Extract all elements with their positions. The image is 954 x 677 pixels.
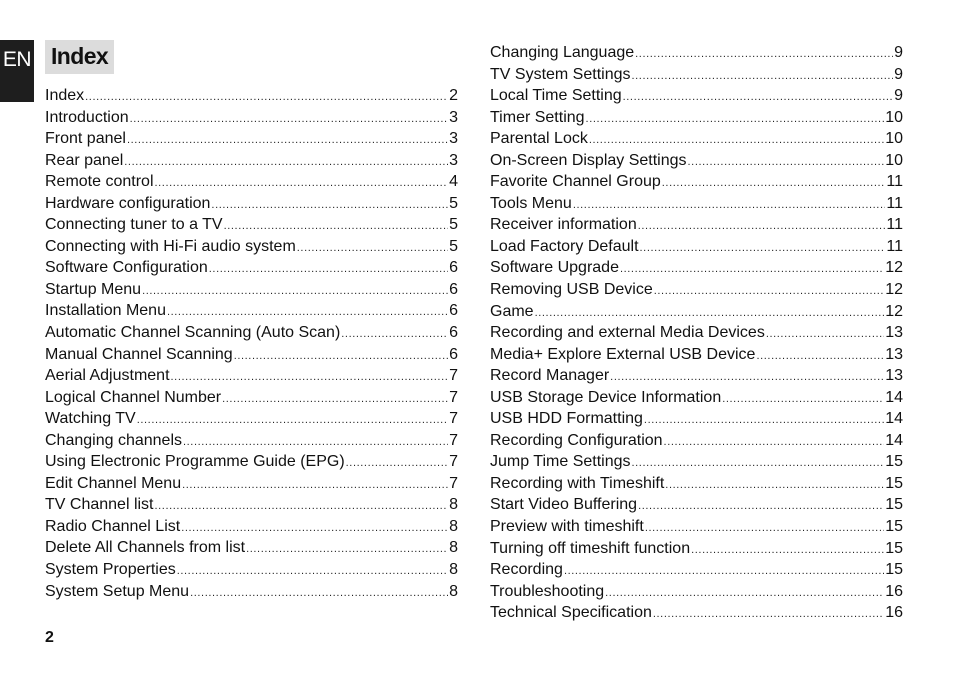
toc-leader-dots	[610, 367, 884, 389]
toc-entry-title: Radio Channel List	[45, 517, 181, 535]
toc-entry-title: Recording Configuration	[490, 431, 663, 449]
toc-leader-dots	[638, 216, 886, 238]
toc-entry-title: TV System Settings	[490, 65, 631, 83]
toc-leader-dots	[640, 238, 886, 260]
toc-entry-page: 3	[449, 108, 458, 126]
toc-entry-title: Connecting tuner to a TV	[45, 216, 223, 234]
toc-entry[interactable]	[490, 236, 903, 258]
toc-entry-title: Tools Menu	[490, 194, 572, 212]
toc-entry-page: 6	[449, 302, 458, 320]
toc-entry-page: 7	[449, 367, 458, 385]
toc-entry-page: 5	[449, 237, 458, 255]
toc-entry-page: 7	[449, 410, 458, 428]
toc-entry-page: 10	[885, 130, 903, 148]
toc-entry-page: 8	[449, 582, 458, 600]
toc-entry[interactable]	[45, 559, 458, 581]
toc-leader-dots	[564, 561, 884, 583]
toc-leader-dots	[756, 346, 884, 368]
toc-entry-page: 5	[449, 216, 458, 234]
toc-entry-title: Receiver information	[490, 216, 637, 234]
toc-entry-page: 14	[885, 431, 903, 449]
toc-entry[interactable]	[490, 451, 903, 473]
toc-entry-title: Changing channels	[45, 431, 182, 449]
toc-entry-page: 14	[885, 410, 903, 428]
toc-entry[interactable]	[490, 387, 903, 409]
toc-entry[interactable]	[45, 473, 458, 495]
toc-leader-dots	[653, 604, 884, 626]
toc-entry-title: Logical Channel Number	[45, 388, 222, 406]
toc-entry-page: 7	[449, 453, 458, 471]
toc-entry-title: System Setup Menu	[45, 582, 190, 600]
toc-entry-title: Rear panel	[45, 151, 124, 169]
toc-entry-title: Index	[45, 87, 85, 104]
toc-leader-dots	[688, 152, 885, 174]
toc-entry[interactable]	[45, 537, 458, 559]
toc-entry-title: Turning off timeshift function	[490, 539, 691, 557]
toc-entry-title: Media+ Explore External USB Device	[490, 345, 756, 363]
toc-entry-title: Introduction	[45, 108, 129, 126]
toc-entry-page: 6	[449, 345, 458, 363]
toc-entry[interactable]	[45, 150, 458, 172]
toc-entry[interactable]	[490, 150, 903, 172]
toc-entry-page: 6	[449, 259, 458, 277]
toc-entry[interactable]	[45, 279, 458, 301]
toc-leader-dots	[224, 216, 449, 238]
toc-entry[interactable]	[490, 473, 903, 495]
toc-leader-dots	[346, 453, 448, 475]
toc-entry-title: Manual Channel Scanning	[45, 345, 233, 363]
toc-entry[interactable]	[490, 408, 903, 430]
language-tab	[0, 40, 34, 102]
toc-entry-title: Favorite Channel Group	[490, 173, 661, 191]
toc-entry-title: Edit Channel Menu	[45, 474, 182, 492]
toc-entry[interactable]	[490, 581, 903, 603]
toc-leader-dots	[645, 518, 884, 540]
toc-entry-title: Recording	[490, 561, 563, 579]
toc-entry-title: On-Screen Display Settings	[490, 151, 687, 169]
toc-entry-title: Load Factory Default	[490, 237, 639, 255]
toc-entry[interactable]	[45, 322, 458, 344]
toc-leader-dots	[167, 302, 448, 324]
toc-leader-dots	[586, 109, 885, 131]
toc-entry[interactable]	[490, 128, 903, 150]
toc-entry[interactable]	[45, 214, 458, 236]
toc-leader-dots	[222, 389, 448, 411]
toc-entry-page: 12	[885, 259, 903, 277]
toc-entry-page: 3	[449, 130, 458, 148]
toc-entry-title: USB Storage Device Information	[490, 388, 722, 406]
toc-entry-title: Recording and external Media Devices	[490, 324, 765, 342]
toc-entry[interactable]	[45, 128, 458, 150]
toc-entry-page: 15	[885, 474, 903, 492]
toc-entry-page: 13	[885, 324, 903, 342]
toc-entry-page: 6	[449, 280, 458, 298]
toc-leader-dots	[155, 173, 449, 195]
toc-leader-dots	[662, 173, 886, 195]
toc-leader-dots	[127, 130, 448, 152]
toc-entry-title: Using Electronic Programme Guide (EPG)	[45, 453, 345, 471]
toc-entry-page: 9	[894, 44, 903, 61]
toc-entry-page: 4	[449, 173, 458, 191]
toc-left-column	[45, 85, 458, 602]
toc-entry-title: Removing USB Device	[490, 281, 653, 299]
toc-entry-title: Aerial Adjustment	[45, 367, 170, 385]
toc-entry-page: 7	[449, 474, 458, 492]
toc-entry-title: Automatic Channel Scanning (Auto Scan)	[45, 324, 341, 342]
toc-entry-title: Local Time Setting	[490, 87, 622, 105]
toc-leader-dots	[155, 496, 449, 518]
page-number: 2	[45, 629, 54, 646]
toc-entry-title: Software Upgrade	[490, 259, 619, 277]
toc-leader-dots	[623, 87, 893, 109]
toc-entry-page: 5	[449, 194, 458, 212]
toc-entry-page: 10	[885, 108, 903, 126]
toc-leader-dots	[638, 496, 884, 518]
toc-leader-dots	[177, 561, 448, 583]
toc-entry[interactable]	[490, 279, 903, 301]
toc-entry[interactable]	[490, 494, 903, 516]
toc-entry-title: Start Video Buffering	[490, 496, 638, 514]
toc-entry-page: 15	[885, 496, 903, 514]
toc-entry[interactable]	[490, 322, 903, 344]
toc-entry-page: 9	[894, 87, 903, 105]
toc-leader-dots	[211, 195, 448, 217]
toc-entry-page: 13	[885, 345, 903, 363]
toc-entry[interactable]	[45, 516, 458, 538]
toc-entry-page: 11	[886, 194, 903, 212]
toc-entry[interactable]	[490, 301, 903, 323]
toc-entry[interactable]	[45, 581, 458, 603]
toc-entry[interactable]	[490, 64, 903, 86]
page-title: Index	[51, 43, 109, 69]
toc-leader-dots	[85, 87, 448, 109]
toc-entry-title: Jump Time Settings	[490, 453, 631, 471]
toc-entry[interactable]	[45, 387, 458, 409]
toc-entry[interactable]	[45, 408, 458, 430]
toc-entry-page: 15	[885, 561, 903, 579]
toc-entry[interactable]	[490, 602, 903, 624]
toc-leader-dots	[654, 281, 884, 303]
toc-entry-title: TV Channel list	[45, 496, 154, 514]
toc-leader-dots	[665, 475, 884, 497]
toc-right-column	[490, 42, 903, 624]
toc-leader-dots	[234, 346, 448, 368]
toc-entry-page: 8	[449, 496, 458, 514]
toc-entry-title: Startup Menu	[45, 280, 142, 298]
toc-entry[interactable]	[45, 236, 458, 258]
toc-entry[interactable]	[490, 516, 903, 538]
toc-leader-dots	[644, 410, 884, 432]
toc-entry-title: Parental Lock	[490, 130, 588, 148]
toc-entry-title: Technical Specification	[490, 604, 652, 622]
toc-entry[interactable]	[490, 214, 903, 236]
index-heading-box	[45, 40, 114, 74]
toc-entry-page: 15	[885, 453, 903, 471]
toc-entry-page: 14	[885, 388, 903, 406]
toc-entry[interactable]	[490, 107, 903, 129]
toc-entry-page: 10	[885, 151, 903, 169]
toc-leader-dots	[209, 259, 448, 281]
toc-entry[interactable]	[490, 171, 903, 193]
toc-leader-dots	[589, 130, 884, 152]
toc-leader-dots	[137, 410, 448, 432]
toc-entry-page: 12	[885, 302, 903, 320]
toc-entry-page: 13	[885, 367, 903, 385]
toc-entry[interactable]	[490, 365, 903, 387]
toc-entry[interactable]	[45, 365, 458, 387]
toc-entry-page: 11	[886, 173, 903, 191]
toc-entry-page: 15	[885, 539, 903, 557]
toc-entry-page: 8	[449, 561, 458, 579]
toc-entry-title: Recording with Timeshift	[490, 474, 665, 492]
toc-leader-dots	[632, 453, 885, 475]
toc-leader-dots	[142, 281, 448, 303]
toc-leader-dots	[124, 152, 448, 174]
toc-leader-dots	[691, 540, 884, 562]
toc-leader-dots	[181, 518, 448, 540]
toc-entry-page: 7	[449, 388, 458, 406]
language-tab-label: EN	[2, 48, 32, 71]
toc-entry[interactable]	[490, 42, 903, 64]
toc-entry-title: Troubleshooting	[490, 582, 605, 600]
toc-entry[interactable]	[45, 107, 458, 129]
toc-entry-page: 9	[894, 65, 903, 83]
toc-entry[interactable]	[490, 85, 903, 107]
toc-entry-title: System Properties	[45, 561, 176, 579]
toc-leader-dots	[605, 583, 884, 605]
toc-entry[interactable]	[45, 430, 458, 452]
toc-leader-dots	[130, 109, 448, 131]
toc-leader-dots	[182, 475, 448, 497]
toc-leader-dots	[632, 66, 894, 88]
toc-entry-page: 7	[449, 431, 458, 449]
toc-entry-title: Watching TV	[45, 410, 136, 428]
toc-entry-page: 2	[449, 87, 458, 104]
toc-entry-title: Remote control	[45, 173, 154, 191]
toc-entry[interactable]	[490, 257, 903, 279]
toc-entry-title: Software Configuration	[45, 259, 208, 277]
toc-entry-page: 15	[885, 518, 903, 536]
toc-entry-page: 6	[449, 324, 458, 342]
toc-leader-dots	[620, 259, 884, 281]
toc-leader-dots	[246, 539, 448, 561]
toc-entry-title: Front panel	[45, 130, 126, 148]
toc-entry[interactable]	[490, 559, 903, 581]
toc-entry[interactable]	[45, 193, 458, 215]
toc-entry[interactable]	[45, 85, 458, 107]
toc-entry[interactable]	[490, 538, 903, 560]
toc-entry-title: Changing Language	[490, 44, 635, 61]
toc-entry-title: USB HDD Formatting	[490, 410, 643, 428]
toc-entry-title: Record Manager	[490, 367, 610, 385]
toc-entry[interactable]	[45, 300, 458, 322]
toc-entry-page: 16	[885, 582, 903, 600]
toc-leader-dots	[766, 324, 884, 346]
toc-entry-page: 12	[885, 281, 903, 299]
toc-leader-dots	[535, 303, 885, 325]
toc-entry-page: 16	[885, 604, 903, 622]
toc-leader-dots	[573, 195, 886, 217]
toc-entry-page: 8	[449, 539, 458, 557]
toc-entry-title: Delete All Channels from list	[45, 539, 246, 557]
toc-entry[interactable]	[45, 171, 458, 193]
toc-entry[interactable]	[490, 344, 903, 366]
toc-entry-title: Game	[490, 302, 534, 320]
toc-entry-title: Preview with timeshift	[490, 518, 644, 536]
toc-leader-dots	[183, 432, 448, 454]
toc-leader-dots	[635, 44, 893, 66]
toc-leader-dots	[722, 389, 884, 411]
toc-entry[interactable]	[45, 257, 458, 279]
toc-entry-page: 11	[886, 216, 903, 234]
toc-entry[interactable]	[490, 430, 903, 452]
toc-entry-page: 11	[886, 237, 903, 255]
toc-leader-dots	[664, 432, 885, 454]
toc-leader-dots	[297, 238, 448, 260]
toc-entry-page: 3	[449, 151, 458, 169]
toc-entry-title: Hardware configuration	[45, 194, 211, 212]
toc-entry[interactable]	[45, 494, 458, 516]
toc-entry[interactable]	[45, 344, 458, 366]
toc-leader-dots	[341, 324, 448, 346]
toc-entry-title: Timer Setting	[490, 108, 585, 126]
toc-entry-title: Installation Menu	[45, 302, 166, 320]
toc-entry-title: Connecting with Hi-Fi audio system	[45, 237, 296, 255]
toc-leader-dots	[171, 367, 449, 389]
toc-entry-page: 8	[449, 517, 458, 535]
toc-leader-dots	[190, 583, 448, 605]
toc-entry[interactable]	[490, 193, 903, 215]
toc-entry[interactable]	[45, 451, 458, 473]
